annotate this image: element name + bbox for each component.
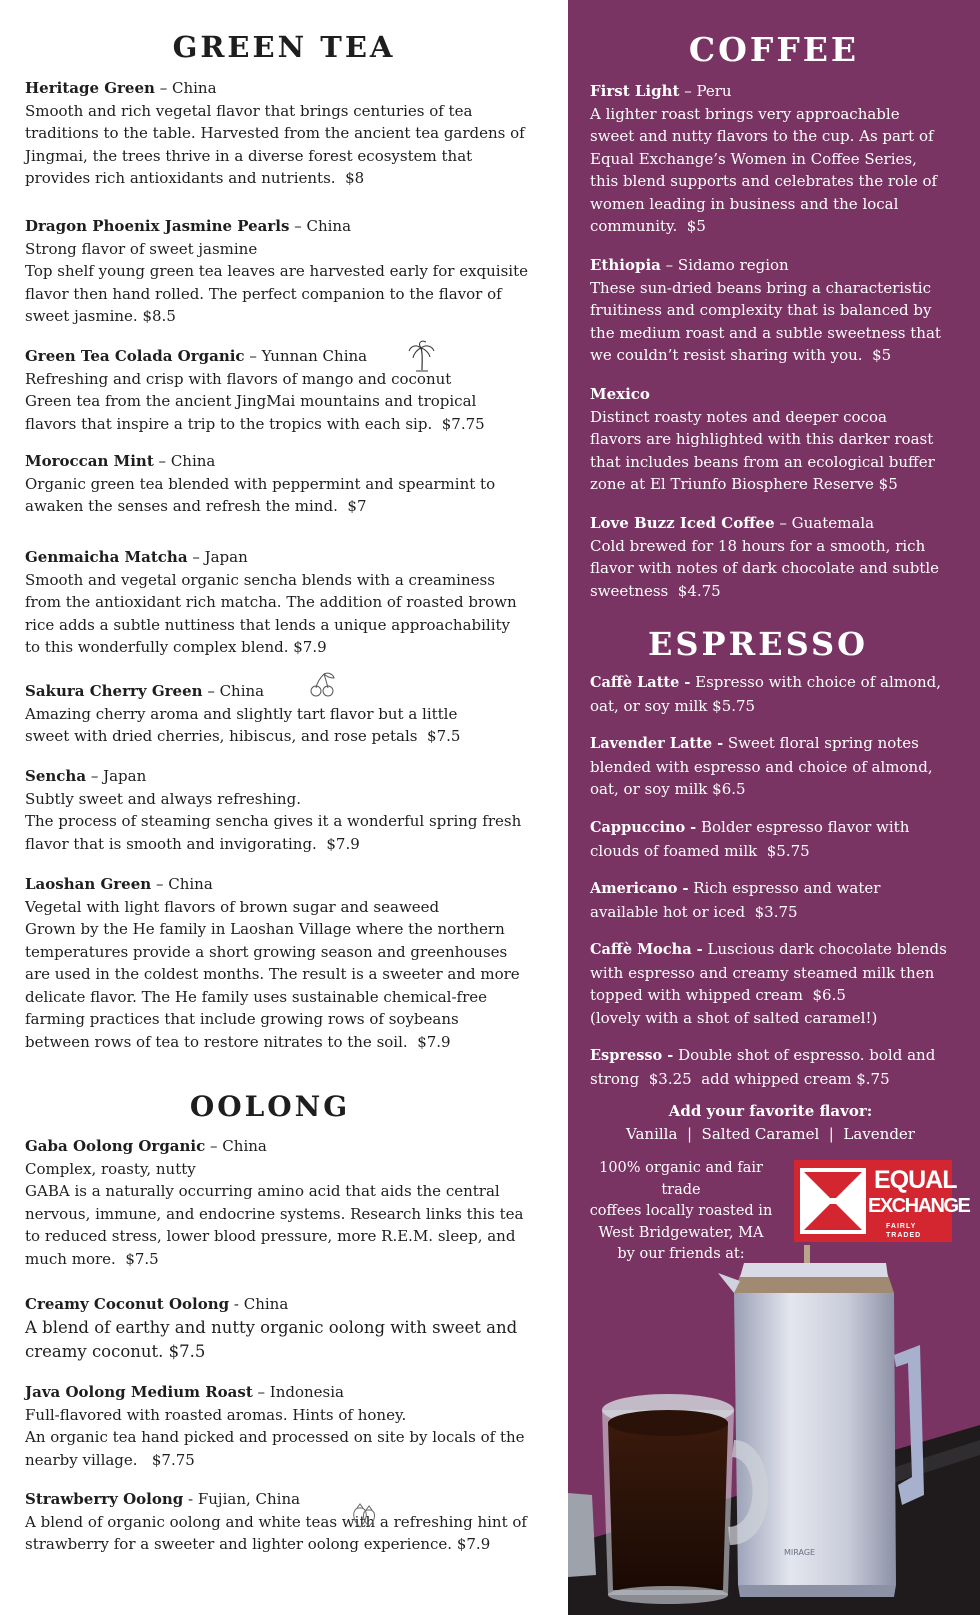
menu-item-dragon-phoenix (25, 215, 560, 328)
menu-item-mexico (590, 383, 965, 496)
item-description: Green tea from the ancient JingMai mountains and tropical (25, 392, 477, 410)
item-name: Creamy Coconut Oolong (25, 1295, 230, 1313)
item-origin: – China (205, 1137, 267, 1155)
item-description: sweet and nutty flavors to the cup. As part of (590, 127, 934, 145)
item-description: (lovely with a shot of salted caramel!) (590, 1008, 878, 1027)
item-description: nervous, immune, and endocrine systems. Research links this tea (25, 1204, 524, 1223)
item-name: Dragon Phoenix Jasmine Pearls (25, 217, 290, 235)
item-description: women leading in business and the local (590, 194, 899, 213)
item-origin: – China (289, 217, 352, 235)
item-description: delicate flavor. The He family uses sustainable chemical-free (25, 987, 488, 1006)
item-origin: – Guatemala (774, 514, 875, 532)
item-origin: – China (151, 875, 213, 893)
item-description: Top shelf young green tea leaves are harvested early for exquisite (25, 262, 528, 280)
item-description: GABA is a naturally occurring amino acid that aids the central (25, 1182, 500, 1200)
item-description: nearby village. $7.75 (25, 1450, 195, 1469)
item-name: Espresso - (590, 1047, 674, 1064)
item-origin: – Peru (679, 82, 732, 100)
menu-item-espresso (590, 1044, 965, 1090)
item-name: Lavender Latte - (590, 735, 724, 752)
item-description: A blend of organic oolong and white teas with a refreshing hint of (25, 1512, 527, 1531)
promo-text: coffees locally roasted in (589, 1203, 773, 1219)
item-origin: – China (202, 682, 265, 700)
palm-tree-icon (408, 340, 436, 372)
item-description: zone at El Triunfo Biosphere Reserve $5 (590, 475, 898, 493)
item-description: to this wonderfully complex blend. $7.9 (25, 638, 327, 656)
item-description: awaken the senses and refresh the mind. $7 (25, 497, 367, 515)
french-press (718, 1245, 924, 1597)
item-description: These sun-dried beans bring a characteristic (590, 278, 931, 297)
item-description: Amazing cherry aroma and slightly tart flavor but a little (25, 704, 458, 723)
item-name: Sakura Cherry Green (25, 682, 203, 700)
item-description: topped with whipped cream $6.5 (590, 986, 846, 1004)
item-origin: - China (229, 1295, 289, 1313)
item-name: Ethiopia (590, 256, 661, 274)
cherry-icon (308, 672, 336, 698)
item-description: A lighter roast brings very approachable (590, 104, 900, 123)
item-description: sweet with dried cherries, hibiscus, and rose petals $7.5 (25, 727, 461, 745)
item-description: flavors are highlighted with this darker roast (590, 430, 934, 448)
item-description: Espresso with choice of almond, (690, 673, 942, 691)
item-origin: – Japan (86, 767, 147, 785)
equal-exchange-logo (794, 1160, 970, 1242)
creamer-pitcher (568, 1493, 596, 1577)
menu-item-americano (590, 877, 965, 923)
press-brand-text: MIRAGE (784, 1548, 816, 1557)
item-name: Love Buzz Iced Coffee (590, 514, 775, 532)
menu-item-heritage-green (25, 77, 560, 190)
item-description: strawberry for a sweeter and lighter oolong experience. $7.9 (25, 1535, 491, 1553)
item-name: Moroccan Mint (25, 452, 154, 470)
item-description: Jingmai, the trees thrive in a diverse forest ecosystem that (25, 146, 473, 165)
item-description: between rows of tea to restore nitrates to the soil. $7.9 (25, 1032, 451, 1051)
item-description: this blend supports and celebrates the role of (590, 172, 938, 190)
menu-item-caffe-latte (590, 671, 965, 717)
promo-text: West Bridgewater, MA (598, 1224, 764, 1241)
item-description: Organic green tea blended with peppermint and spearmint to (25, 474, 496, 493)
menu-item-sencha (25, 765, 560, 855)
strawberry-icon (348, 1500, 378, 1530)
menu-item-ethiopia (590, 254, 965, 367)
item-description: much more. $7.5 (25, 1249, 159, 1268)
item-description: Refreshing and crisp with flavors of mango and coconut (25, 369, 452, 388)
item-description: to reduced stress, lower blood pressure, more R.E.M. sleep, and (25, 1227, 516, 1245)
logo-tagline: FAIRLY TRADED (886, 1223, 922, 1239)
item-name: Green Tea Colada Organic (25, 347, 245, 365)
item-description: strong $3.25 add whipped cream $.75 (590, 1069, 890, 1088)
menu-item-caffe-mocha (590, 938, 965, 1029)
menu-item-laoshan-green (25, 873, 560, 1053)
item-name: Heritage Green (25, 79, 155, 97)
item-description: Strong flavor of sweet jasmine (25, 239, 258, 258)
item-description: Subtly sweet and always refreshing. (25, 789, 301, 808)
item-name: Strawberry Oolong (25, 1490, 184, 1508)
item-description: the medium roast and a subtle sweetness that (590, 323, 941, 342)
menu-item-gaba-oolong (25, 1135, 560, 1270)
item-name: Sencha (25, 767, 87, 785)
flavor-options (583, 1100, 958, 1145)
promo-text: 100% organic and fair trade (599, 1160, 768, 1198)
item-description: Complex, roasty, nutty (25, 1159, 196, 1178)
item-origin: – Indonesia (252, 1383, 344, 1401)
item-name: Caffè Latte - (590, 674, 691, 691)
item-origin: – China (153, 452, 216, 470)
menu-item-java-oolong (25, 1381, 560, 1471)
logo-text-exchange: EXCHANGE (868, 1195, 970, 1217)
item-name: Americano - (590, 880, 689, 897)
item-description: flavor then hand rolled. The perfect companion to the flavor of (25, 284, 502, 303)
item-description: sweet jasmine. $8.5 (25, 307, 176, 325)
item-description: that includes beans from an ecological buffer (590, 452, 935, 471)
item-description: A blend of earthy and nutty organic oolong with sweet and (25, 1317, 518, 1337)
item-description: we couldn’t resist sharing with you. $5 (590, 346, 892, 364)
menu-item-cappuccino (590, 816, 965, 862)
item-description: are used in the coldest months. The result is a sweeter and more (25, 965, 520, 983)
item-description: Grown by the He family in Laoshan Village where the northern (25, 920, 505, 938)
item-description: blended with espresso and choice of almond, (590, 757, 933, 776)
item-description: Equal Exchange’s Women in Coffee Series, (590, 149, 917, 168)
logo-text-equal: EQUAL (874, 1166, 957, 1194)
item-origin: - Fujian, China (183, 1490, 301, 1508)
item-description: Double shot of espresso. bold and (673, 1046, 936, 1064)
item-description: creamy coconut. $7.5 (25, 1341, 206, 1361)
flavor-list: Vanilla | Salted Caramel | Lavender (626, 1124, 915, 1143)
item-name: Java Oolong Medium Roast (25, 1383, 253, 1401)
oolong-heading: OOLONG (189, 1090, 351, 1123)
item-name: Caffè Mocha - (590, 941, 703, 958)
menu-item-love-buzz (590, 512, 965, 602)
item-origin: – Sidamo region (660, 256, 789, 274)
menu-item-green-tea-colada (25, 345, 560, 435)
item-name: Cappuccino - (590, 819, 697, 836)
item-description: Luscious dark chocolate blends (702, 940, 947, 958)
item-description: farming practices that include growing rows of soybeans (25, 1010, 459, 1028)
promo-text: by our friends at: (617, 1246, 745, 1262)
item-description: community. $5 (590, 217, 706, 235)
item-description: Sweet floral spring notes (723, 734, 919, 752)
item-description: Smooth and rich vegetal flavor that brings centuries of tea (25, 101, 473, 120)
item-description: traditions to the table. Harvested from the ancient tea gardens of (25, 124, 525, 142)
item-description: temperatures provide a short growing season and greenhouses (25, 942, 508, 961)
item-name: Laoshan Green (25, 875, 152, 893)
flavor-heading: Add your favorite flavor: (668, 1102, 873, 1120)
item-description: flavor that is smooth and invigorating. $7.9 (25, 834, 360, 853)
item-description: sweetness $4.75 (590, 581, 721, 600)
item-description: Rich espresso and water (688, 879, 881, 897)
green-tea-heading: GREEN TEA (172, 30, 396, 64)
item-origin: – China (154, 79, 217, 97)
item-description: oat, or soy milk $6.5 (590, 780, 746, 798)
item-description: Full-flavored with roasted aromas. Hints of honey. (25, 1405, 407, 1424)
item-description: rice adds a subtle nuttiness that lends a unique approachability (25, 615, 511, 634)
item-description: Bolder espresso flavor with (696, 818, 910, 836)
item-description: available hot or iced $3.75 (590, 902, 798, 921)
item-description: from the antioxidant rich matcha. The addition of roasted brown (25, 593, 517, 611)
item-name: Mexico (590, 385, 650, 403)
coffee-heading: COFFEE (688, 30, 860, 69)
item-description: provides rich antioxidants and nutrients. $8 (25, 169, 365, 187)
item-origin: – Yunnan China (244, 347, 368, 365)
menu-item-strawberry-oolong (25, 1488, 560, 1556)
item-description: The process of steaming sencha gives it a wonderful spring fresh (25, 812, 522, 830)
item-description: Cold brewed for 18 hours for a smooth, rich (590, 536, 926, 555)
item-description: flavor with notes of dark chocolate and subtle (590, 559, 940, 577)
item-description: Vegetal with light flavors of brown sugar and seaweed (25, 897, 440, 916)
menu-item-creamy-coconut (25, 1293, 560, 1364)
item-name: Genmaicha Matcha (25, 548, 188, 566)
coffee-photo (568, 1245, 980, 1615)
item-description: Smooth and vegetal organic sencha blends with a creaminess (25, 570, 495, 589)
menu-item-lavender-latte (590, 732, 965, 801)
item-name: First Light (590, 82, 680, 100)
menu-item-moroccan-mint (25, 450, 560, 518)
item-description: oat, or soy milk $5.75 (590, 696, 756, 715)
menu-item-genmaicha-matcha (25, 546, 560, 659)
item-origin: – Japan (187, 548, 248, 566)
item-description: with espresso and creamy steamed milk then (590, 963, 935, 982)
item-description: An organic tea hand picked and processed on site by locals of the (25, 1428, 525, 1446)
item-description: Distinct roasty notes and deeper cocoa (590, 407, 887, 426)
item-description: flavors that inspire a trip to the tropics with each sip. $7.75 (25, 414, 485, 433)
item-description: fruitiness and complexity that is balanced by (590, 301, 932, 319)
menu-item-first-light (590, 80, 965, 238)
menu-item-sakura-cherry (25, 680, 560, 748)
espresso-heading: ESPRESSO (648, 625, 868, 663)
item-description: clouds of foamed milk $5.75 (590, 841, 810, 860)
item-name: Gaba Oolong Organic (25, 1137, 206, 1155)
